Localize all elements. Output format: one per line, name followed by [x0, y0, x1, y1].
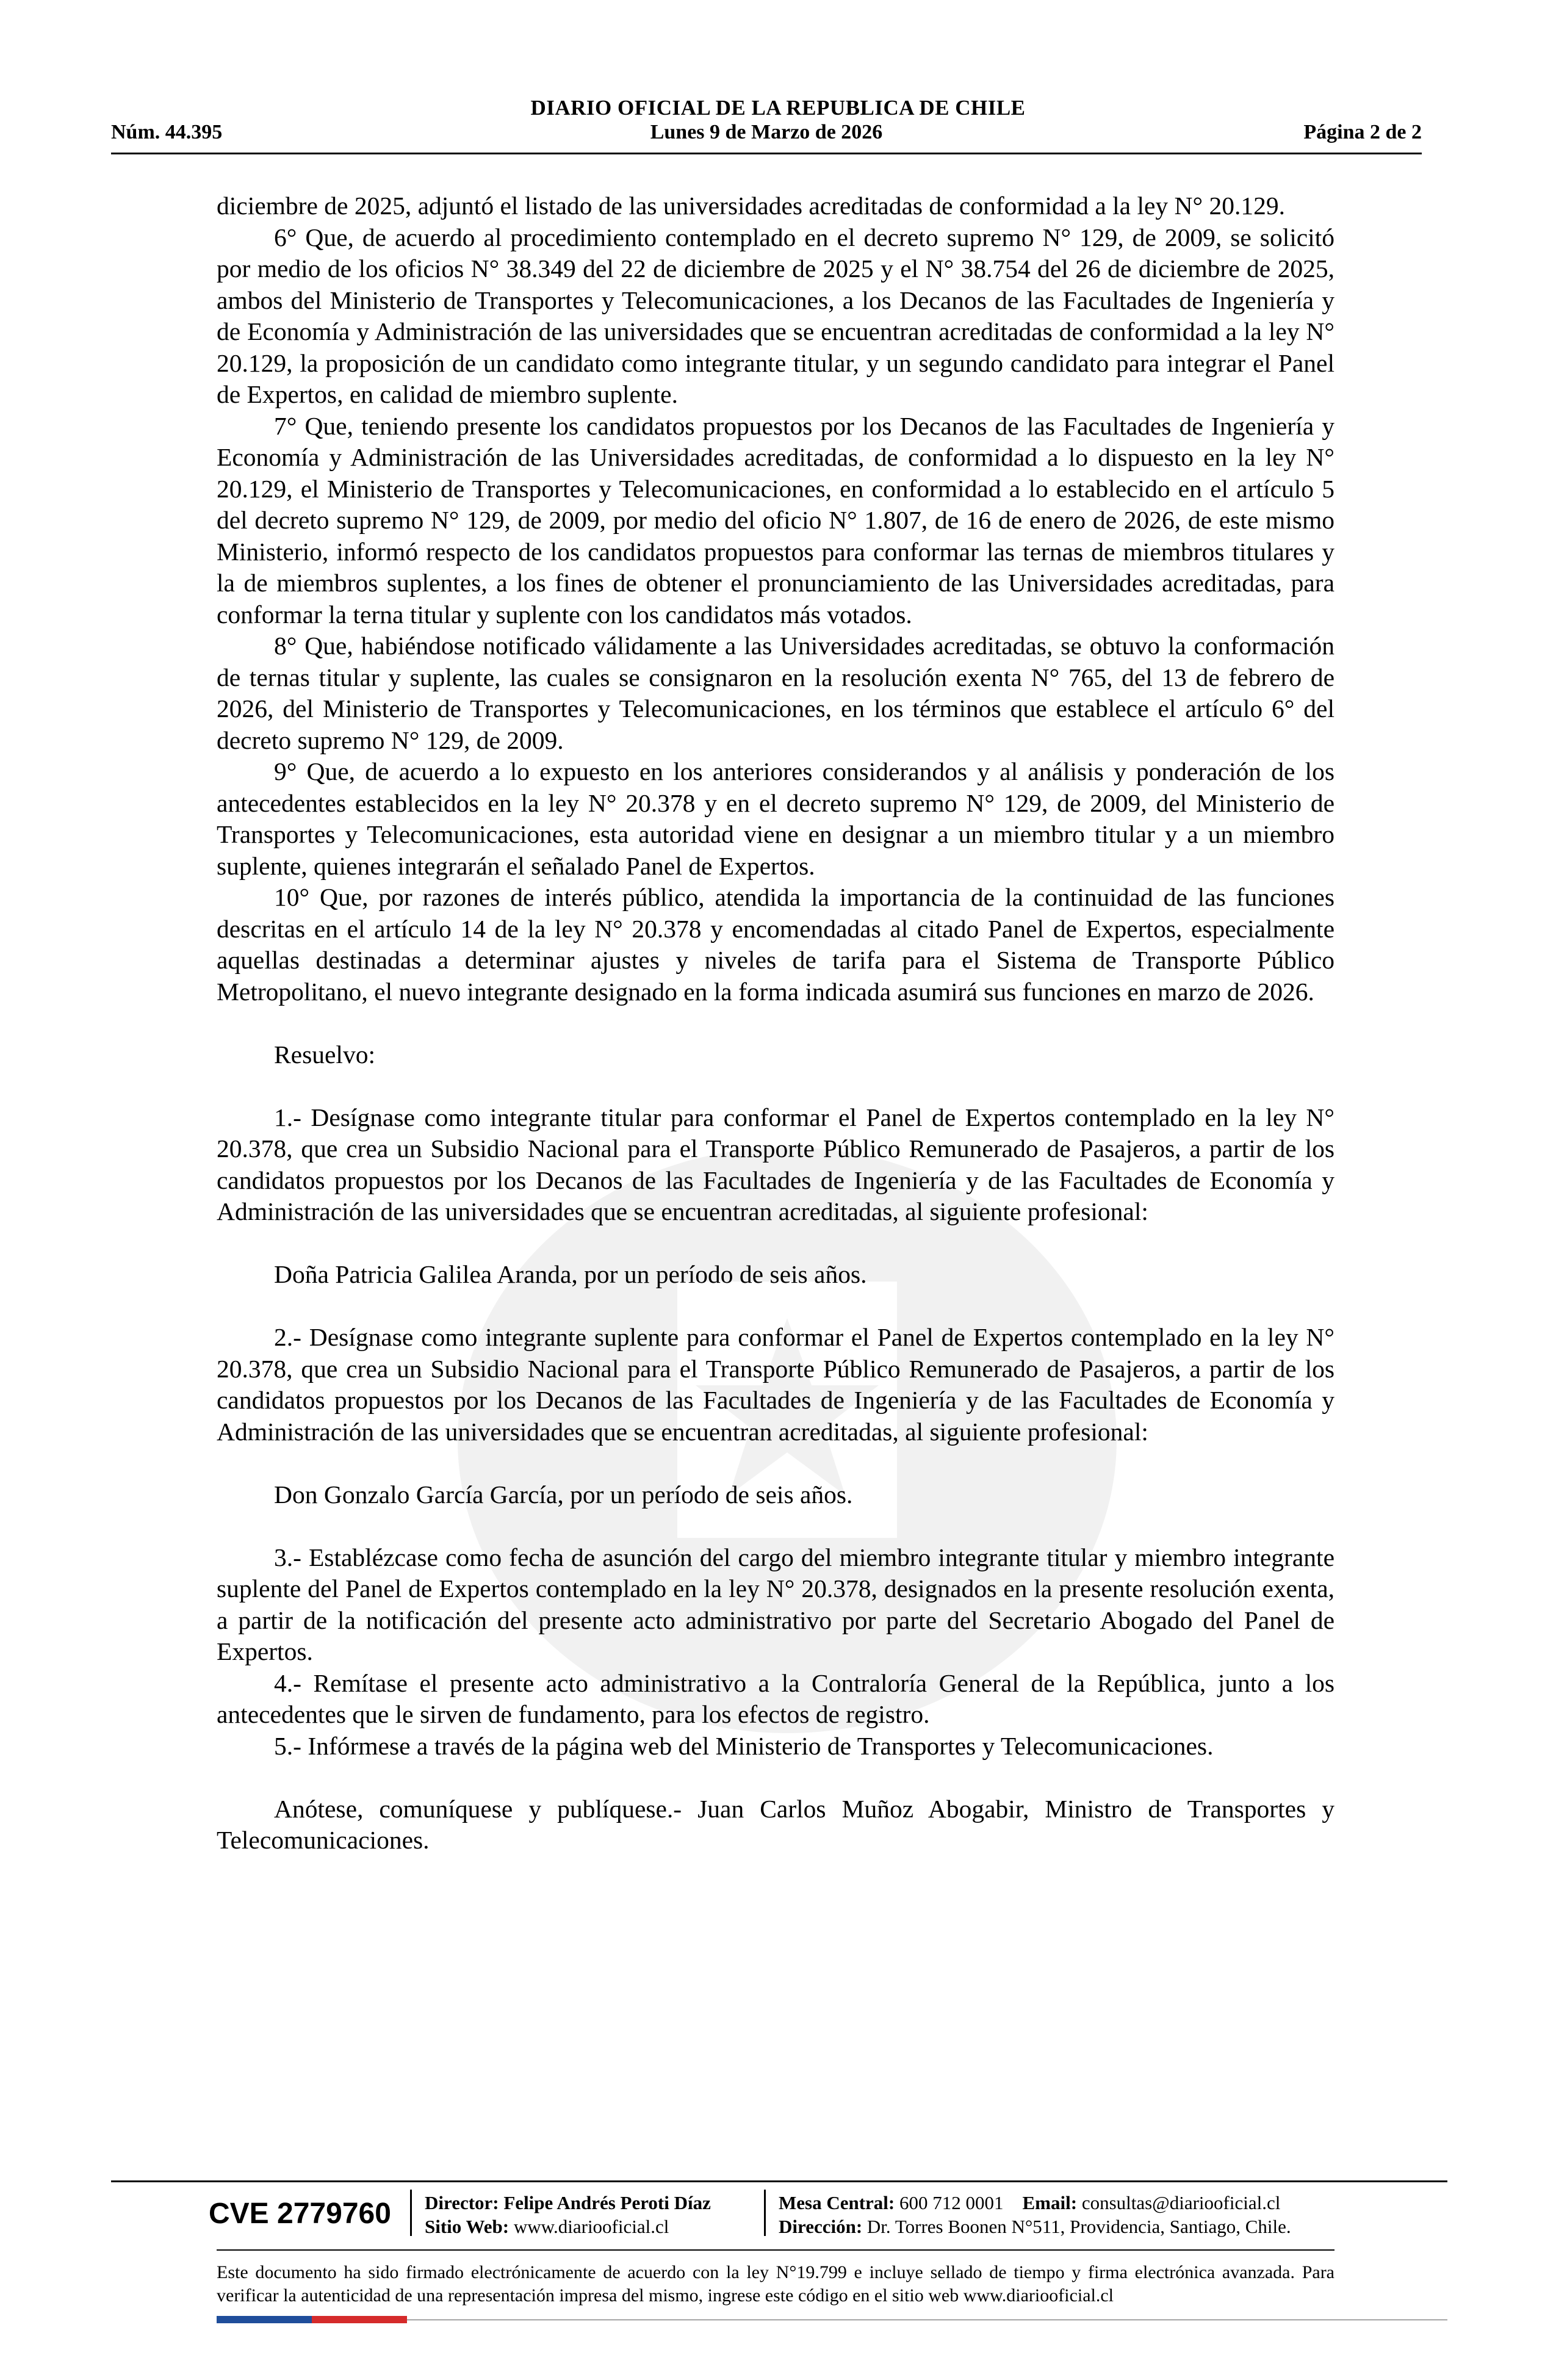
address-value: Dr. Torres Boonen N°511, Providencia, Santiago, Chile.	[866, 2216, 1291, 2237]
designee-titular: Doña Patricia Galilea Aranda, por un período de seis años.	[274, 1260, 867, 1288]
address-label: Dirección:	[779, 2216, 863, 2237]
considerando-7: 7° Que, teniendo presente los candidatos propuestos por los Decanos de las Facultades de Ingeniería y Economía y Administración de las Universidades acreditadas, de conformidad a lo dispuesto en la ley N° 20.129, el Ministerio de Transportes y Telecomunicaciones, en conformidad a lo establecido en el artículo 5 del decreto supremo N° 129, de 2009, por medio del oficio N° 1.807, de 16 de enero de 2026, de este mismo Ministerio, informó respecto de los candidatos propuestos para conformar las ternas de miembros titulares y la de miembros suplentes, a los fines de obtener el pronunciamiento de las Universidades acreditadas, para conformar la terna titular y suplente con los candidatos más votados.	[217, 411, 1334, 629]
footer-info	[111, 2183, 1447, 2245]
flag-red-segment	[312, 2316, 407, 2323]
cve-code: CVE 2779760	[209, 2198, 391, 2230]
considerando-8: 8° Que, habiéndose notificado válidamente a las Universidades acreditadas, se obtuvo la conformación de ternas titular y suplente, las cuales se consignaron en la resolución exenta N° 765, del 13 de febrero de 2026, del Ministerio de Transportes y Telecomunicaciones, en los términos que establece el artículo 6° del decreto supremo N° 129, de 2009.	[217, 632, 1334, 754]
closing-signature: Anótese, comuníquese y publíquese.- Juan Carlos Muñoz Abogabir, Ministro de Transportes y Telecomunicaciones.	[217, 1794, 1334, 1854]
director-label: Director:	[425, 2192, 499, 2213]
mesa-phone: 600 712 0001	[899, 2192, 1004, 2213]
resolution-3: 3.- Establézcase como fecha de asunción del cargo del miembro integrante titular y miembro integrante suplente del Panel de Expertos contemplado en la ley N° 20.378, designados en la presente resolución exenta, a partir de la notificación del presente acto administrativo por parte del Secretario Abogado del Panel de Expertos.	[217, 1543, 1334, 1665]
site-link[interactable]: www.diariooficial.cl	[513, 2216, 669, 2237]
header-row	[111, 121, 1422, 151]
flag-color-bar	[217, 2316, 407, 2323]
considerando-6: 6° Que, de acuerdo al procedimiento contemplado en el decreto supremo N° 129, de 2009, se solicitó por medio de los oficios N° 38.349 del 22 de diciembre de 2025 y el N° 38.754 del 26 de diciembre de 2025, ambos del Ministerio de Transportes y Telecomunicaciones, a los Decanos de las Facultades de Ingeniería y de Economía y Administración de las universidades que se encuentran acreditadas de conformidad a la ley N° 20.129, la proposición de un candidato como integrante titular, y un segundo candidato para integrar el Panel de Expertos, en calidad de miembro suplente.	[217, 223, 1334, 408]
resolution-2: 2.- Desígnase como integrante suplente para conformar el Panel de Expertos contemplado en la ley N° 20.378, que crea un Subsidio Nacional para el Transporte Público Remunerado de Pasajeros, a partir de los candidatos propuestos por los Decanos de las Facultades de Ingeniería y de las Facultades de Economía y Administración de las universidades que se encuentran acreditadas, al siguiente profesional:	[217, 1323, 1334, 1446]
issue-date: Lunes 9 de Marzo de 2026	[650, 121, 883, 143]
director-info	[425, 2191, 711, 2238]
considerando-9: 9° Que, de acuerdo a lo expuesto en los anteriores considerandos y al análisis y ponderación de los antecedentes establecidos en la ley N° 20.378 y en el decreto supremo N° 129, de 2009, del Ministerio de Transportes y Telecomunicaciones, esta autoridad viene en designar a un miembro titular y a un miembro suplente, quienes integrarán el señalado Panel de Expertos.	[217, 757, 1334, 880]
site-label: Sitio Web:	[425, 2216, 510, 2237]
footer-divider-top	[111, 2180, 1447, 2182]
page-indicator: Página 2 de 2	[1303, 121, 1422, 143]
footer-separator	[764, 2190, 766, 2236]
designee-suplente: Don Gonzalo García García, por un período de seis años.	[274, 1480, 853, 1509]
signature-disclaimer: Este documento ha sido firmado electrónicamente de acuerdo con la ley N°19.799 e incluye sellado de tiempo y firma electrónica avanzada. Para verificar la autenticidad de una representación impresa del mismo, ingrese este código en el sitio web www.diariooficial.cl	[217, 2262, 1334, 2306]
header-divider	[111, 153, 1422, 154]
footer-divider-mid	[217, 2249, 1334, 2251]
issue-number: Núm. 44.395	[111, 121, 223, 143]
resolution-4: 4.- Remítase el presente acto administrativo a la Contraloría General de la República, junto a los antecedentes que le sirven de fundamento, para los efectos de registro.	[217, 1668, 1334, 1728]
considerando-10: 10° Que, por razones de interés público, atendida la importancia de la continuidad de las funciones descritas en el artículo 14 de la ley N° 20.378 y encomendadas al citado Panel de Expertos, especialmente aquellas destinadas a determinar ajustes y niveles de tarifa para el Sistema de Transporte Público Metropolitano, el nuevo integrante designado en la forma indicada asumirá sus funciones en marzo de 2026.	[217, 883, 1334, 1006]
contact-info	[779, 2191, 1291, 2238]
resolution-5: 5.- Infórmese a través de la página web del Ministerio de Transportes y Telecomunicaciones.	[274, 1731, 1214, 1760]
footer-separator	[410, 2190, 412, 2236]
flag-blue-segment	[217, 2316, 312, 2323]
email-link[interactable]: consultas@diariooficial.cl	[1081, 2192, 1281, 2213]
director-name: Felipe Andrés Peroti Díaz	[503, 2192, 711, 2213]
mesa-label: Mesa Central:	[779, 2192, 895, 2213]
masthead: DIARIO OFICIAL DE LA REPUBLICA DE CHILE	[530, 96, 1026, 120]
paragraph-continued: diciembre de 2025, adjuntó el listado de las universidades acreditadas de conformidad a la ley N° 20.129.	[217, 192, 1285, 220]
resolution-1: 1.- Desígnase como integrante titular para conformar el Panel de Expertos contemplado en la ley N° 20.378, que crea un Subsidio Nacional para el Transporte Público Remunerado de Pasajeros, a partir de los candidatos propuestos por los Decanos de las Facultades de Ingeniería y de las Facultades de Economía y Administración de las universidades que se encuentran acreditadas, al siguiente profesional:	[217, 1103, 1334, 1225]
document-body	[217, 190, 1334, 1856]
email-label: Email:	[1022, 2192, 1078, 2213]
resuelvo-heading: Resuelvo:	[274, 1040, 375, 1069]
